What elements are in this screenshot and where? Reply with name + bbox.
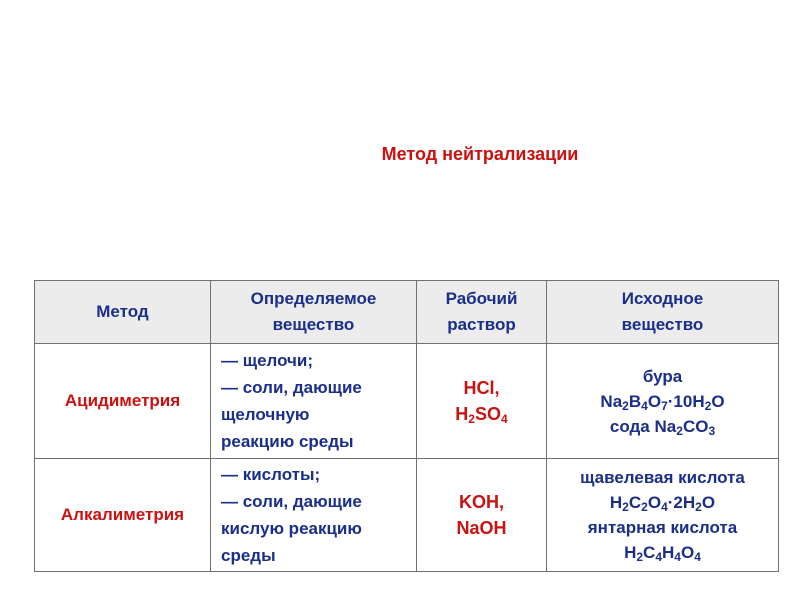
solution-cell: KOH, NaOH: [417, 459, 547, 572]
source-cell: щавелевая кислота $H_2C_2O_4\cdot 2H_2O$ янтарная кислота $H_2C_4H_4O_4$: [547, 459, 779, 572]
substance-cell: — щелочи; — соли, дающие щелочную реакцию среды: [211, 344, 417, 459]
table-row: [35, 344, 779, 459]
header-source: Исходное вещество: [547, 281, 779, 344]
solution-cell: HCl, $H_2SO_4$: [417, 344, 547, 459]
header-row: [35, 281, 779, 344]
title-text: Метод нейтрализации: [381, 144, 579, 164]
neutralization-table: [34, 280, 779, 572]
table-row: [35, 459, 779, 572]
header-substance: Определяемое вещество: [211, 281, 417, 344]
method-cell: Алкалиметрия: [35, 459, 211, 572]
header-method: Метод: [35, 281, 211, 344]
page-title: [0, 144, 800, 165]
source-cell: бура $Na_2B_4O_7\cdot 10H_2O$ сода $Na_2CO_3$: [547, 344, 779, 459]
method-cell: Ацидиметрия: [35, 344, 211, 459]
substance-cell: — кислоты; — соли, дающие кислую реакцию среды: [211, 459, 417, 572]
header-solution: Рабочий раствор: [417, 281, 547, 344]
